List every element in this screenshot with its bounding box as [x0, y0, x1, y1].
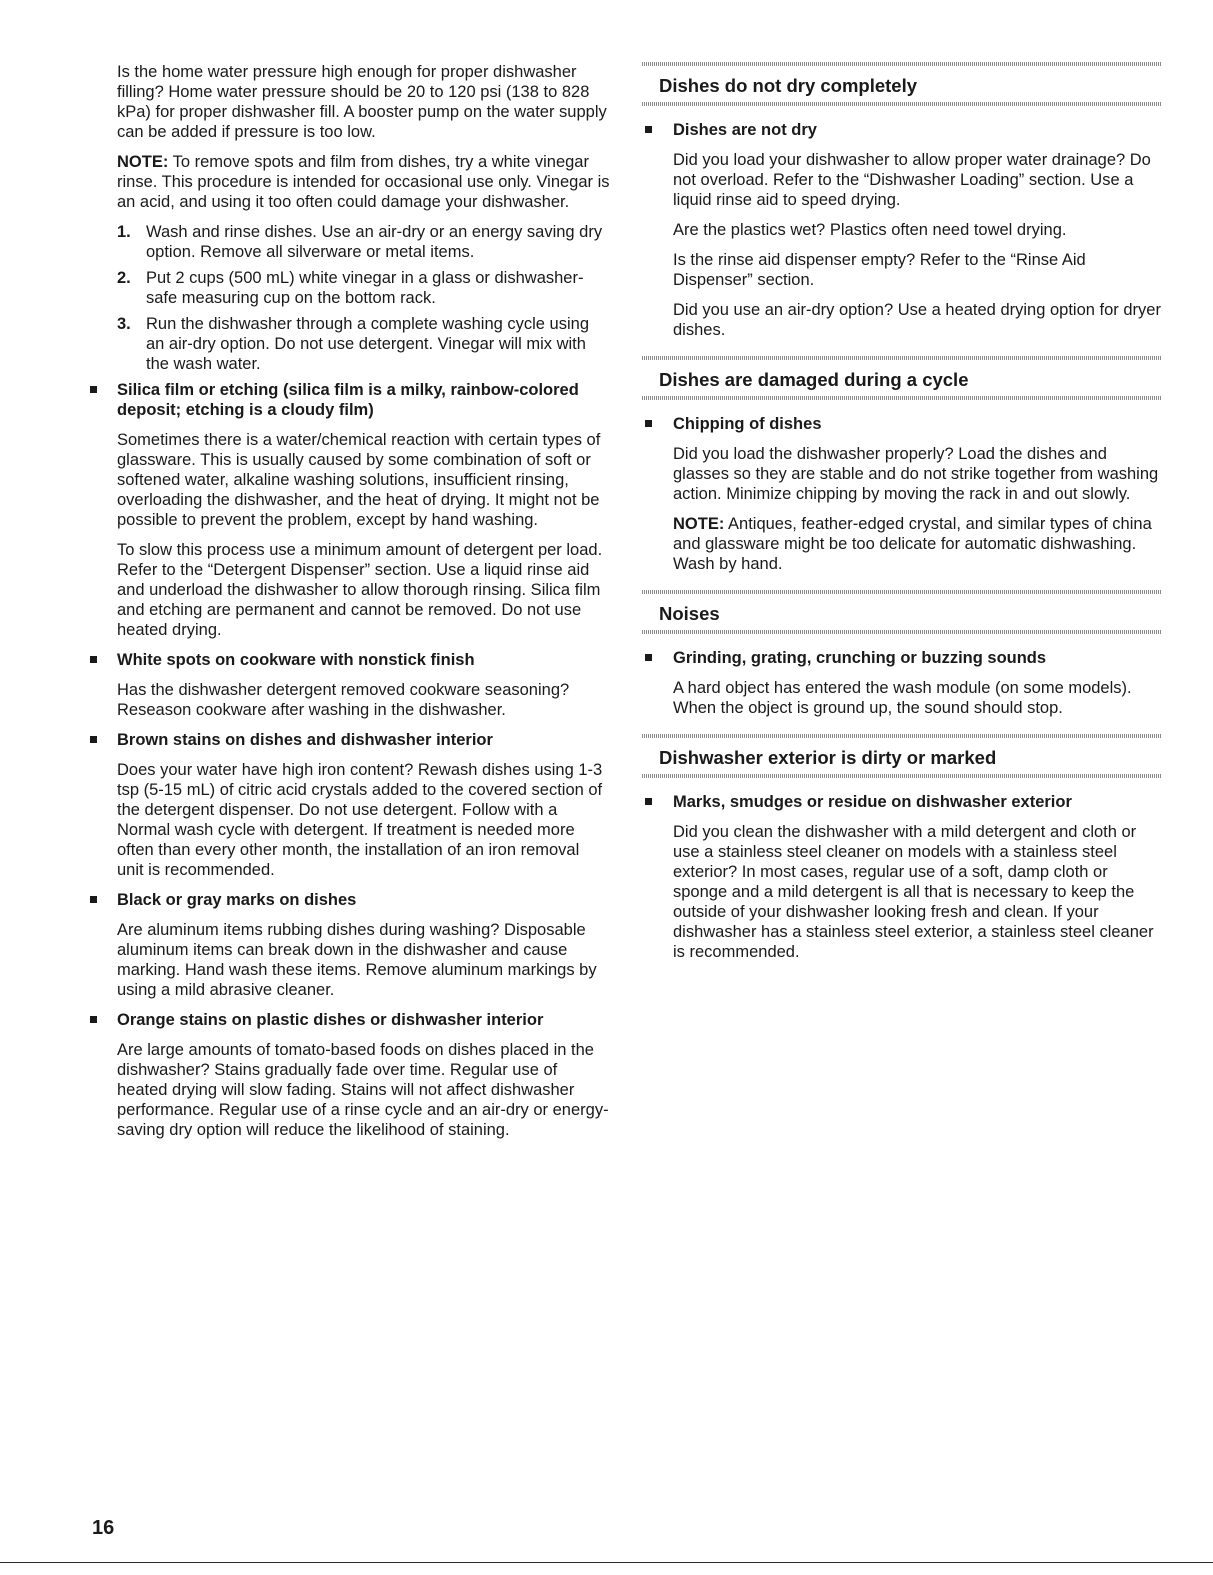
section-title: Dishes are damaged during a cycle — [659, 369, 969, 390]
step-number: 2. — [117, 269, 131, 287]
step-text: Wash and rinse dishes. Use an air-dry or an energy saving dry option. Remove all silverware or metal items. — [146, 223, 603, 261]
step-item — [117, 268, 610, 308]
black-marks-paragraph: Are aluminum items rubbing dishes during washing? Disposable aluminum items can break down in the dishwasher and cause marking. Hand wash these items. Remove aluminum markings by using a mild abrasive cleaner. — [117, 921, 597, 999]
section-title: Dishes do not dry completely — [659, 75, 918, 96]
chipping-heading: Chipping of dishes — [642, 414, 1162, 434]
step-text: Run the dishwasher through a complete washing cycle using an air-dry option. Do not use detergent. Vinegar will mix with the wash water. — [146, 315, 590, 373]
step-item — [117, 314, 610, 374]
grinding-heading: Grinding, grating, crunching or buzzing sounds — [642, 648, 1162, 668]
section-title: Dishwasher exterior is dirty or marked — [659, 747, 997, 768]
water-pressure-paragraph: Is the home water pressure high enough for proper dishwasher filling? Home water pressure should be 20 to 120 psi (138 to 828 kPa) for proper dishwasher fill. A booster pump on the water supply can be added if pressure is too low. — [117, 63, 607, 141]
note-label: NOTE: — [117, 153, 169, 171]
page-number: 16 — [92, 1517, 115, 1539]
section-header-exterior — [642, 734, 1162, 778]
dry-paragraph-1: Did you load your dishwasher to allow proper water drainage? Do not overload. Refer to the “Dishwasher Loading” section. Use a liquid rinse aid to speed drying. — [673, 151, 1151, 209]
step-item — [117, 222, 610, 262]
bullet-square-icon — [645, 798, 652, 805]
right-column — [642, 62, 1162, 972]
black-marks-heading: Black or gray marks on dishes — [100, 890, 610, 910]
step-number: 1. — [117, 223, 131, 241]
section-header-damaged — [642, 356, 1162, 400]
note-text: To remove spots and film from dishes, try a white vinegar rinse. This procedure is intended for occasional use only. Vinegar is an acid, and using it too often could damage your dishwasher. — [117, 153, 610, 211]
section-title: Noises — [659, 603, 720, 624]
divider — [642, 630, 1162, 634]
marks-paragraph: Did you clean the dishwasher with a mild detergent and cloth or use a stainless steel cleaner on models with a stainless steel exterior? In most cases, regular use of a soft, damp cloth or sponge and a mild detergent is all that is necessary to keep the outside of your dishwasher looking fresh and clean. If your dishwasher has a stainless steel exterior, a stainless steel cleaner is recommended. — [673, 823, 1154, 961]
silica-paragraph-2: To slow this process use a minimum amount of detergent per load. Refer to the “Detergent Dispenser” section. Use a liquid rinse aid and underload the dishwasher to allow thorough rinsing. Silica film and etching are permanent and cannot be removed. Do not use heated drying. — [117, 541, 603, 639]
white-spots-heading: White spots on cookware with nonstick finish — [100, 650, 610, 670]
dry-paragraph-4: Did you use an air-dry option? Use a heated drying option for dryer dishes. — [673, 301, 1161, 339]
chipping-paragraph: Did you load the dishwasher properly? Load the dishes and glasses so they are stable and do not strike together from washing action. Minimize chipping by moving the rack in and out slowly. — [673, 445, 1159, 503]
orange-stains-heading: Orange stains on plastic dishes or dishwasher interior — [100, 1010, 610, 1030]
dry-paragraph-3: Is the rinse aid dispenser empty? Refer to the “Rinse Aid Dispenser” section. — [673, 251, 1086, 289]
section-header-noises — [642, 590, 1162, 634]
divider — [642, 774, 1162, 778]
step-text: Put 2 cups (500 mL) white vinegar in a glass or dishwasher-safe measuring cup on the bottom rack. — [146, 269, 584, 307]
vinegar-steps — [117, 222, 610, 374]
bottom-divider — [0, 1562, 1213, 1563]
left-column — [100, 62, 610, 1150]
divider — [642, 102, 1162, 106]
note-label: NOTE: — [673, 515, 725, 533]
brown-stains-paragraph: Does your water have high iron content? Rewash dishes using 1-3 tsp (5-15 mL) of citric acid crystals added to the covered section of the detergent dispenser. Do not use detergent. Follow with a Normal wash cycle with detergent. If treatment is needed more often than every other month, the installation of an iron removal unit is recommended. — [117, 761, 603, 879]
step-number: 3. — [117, 315, 131, 333]
dry-paragraph-2: Are the plastics wet? Plastics often need towel drying. — [673, 221, 1067, 239]
bullet-square-icon — [645, 654, 652, 661]
vinegar-note — [117, 152, 610, 212]
section-header-dry — [642, 62, 1162, 106]
bullet-square-icon — [90, 656, 97, 663]
bullet-square-icon — [90, 736, 97, 743]
bullet-square-icon — [645, 126, 652, 133]
bullet-square-icon — [90, 896, 97, 903]
brown-stains-heading: Brown stains on dishes and dishwasher interior — [100, 730, 610, 750]
divider — [642, 396, 1162, 400]
bullet-square-icon — [90, 1016, 97, 1023]
white-spots-paragraph: Has the dishwasher detergent removed cookware seasoning? Reseason cookware after washing in the dishwasher. — [117, 681, 570, 719]
bullet-square-icon — [645, 420, 652, 427]
not-dry-heading: Dishes are not dry — [642, 120, 1162, 140]
chipping-note — [673, 514, 1162, 574]
note-text: Antiques, feather-edged crystal, and similar types of china and glassware might be too delicate for automatic dishwashing. Wash by hand. — [673, 515, 1152, 573]
silica-paragraph-1: Sometimes there is a water/chemical reaction with certain types of glassware. This is usually caused by some combination of soft or softened water, alkaline washing solutions, insufficient rinsing, overloading the dishwasher, and the heat of drying. It might not be possible to prevent the problem, except by hand washing. — [117, 431, 601, 529]
bullet-square-icon — [90, 386, 97, 393]
grinding-paragraph: A hard object has entered the wash module (on some models). When the object is ground up, the sound should stop. — [673, 679, 1132, 717]
marks-heading: Marks, smudges or residue on dishwasher exterior — [642, 792, 1162, 812]
silica-film-heading: Silica film or etching (silica film is a milky, rainbow-colored deposit; etching is a cloudy film) — [100, 380, 610, 420]
orange-stains-paragraph: Are large amounts of tomato-based foods on dishes placed in the dishwasher? Stains gradually fade over time. Regular use of heated drying will slow fading. Stains will not affect dishwasher performance. Regular use of a rinse cycle and an air-dry or energy-saving dry option will reduce the likelihood of staining. — [117, 1041, 609, 1139]
